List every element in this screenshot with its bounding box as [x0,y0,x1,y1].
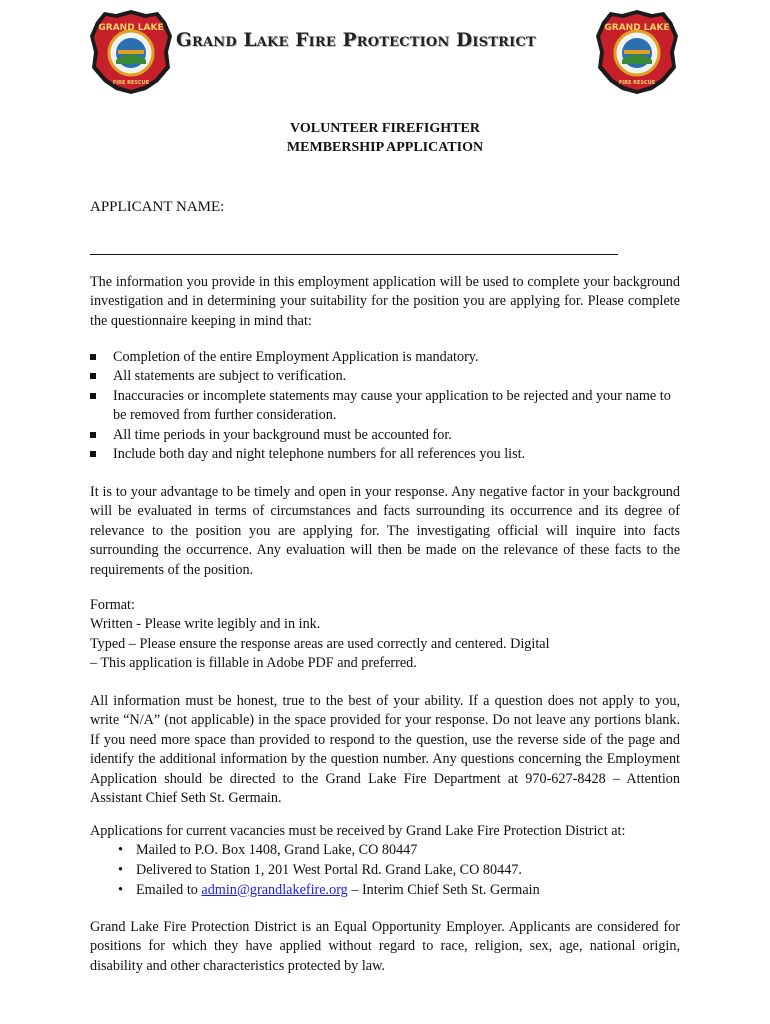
svg-text:FIRE RESCUE: FIRE RESCUE [112,80,150,86]
list-item: • Delivered to Station 1, 201 West Portal Rd. Grand Lake, CO 80447. [116,861,676,881]
form-title-line-2: MEMBERSHIP APPLICATION [286,140,484,155]
svg-text:GRAND LAKE: GRAND LAKE [98,23,164,33]
bullet-icon: • [118,881,123,898]
square-bullet-icon [90,451,96,457]
email-link[interactable]: admin@grandlakefire.org [201,881,348,898]
fire-district-badge-logo-right [594,8,680,96]
format-digital: – This application is fillable in Adobe PDF and preferred. [90,655,417,672]
list-item: All statements are subject to verification. [90,367,680,386]
submission-intro: Applications for current vacancies must be received by Grand Lake Fire Protection District at: [90,823,626,839]
square-bullet-icon [90,373,96,379]
fire-district-badge-logo [88,8,174,96]
applicant-name-label: APPLICANT NAME: [90,199,225,215]
submission-methods-list [116,841,676,901]
applicant-name-field[interactable] [90,254,618,255]
format-section [90,596,680,674]
list-item: All time periods in your background must be accounted for. [90,426,680,445]
square-bullet-icon [90,432,96,438]
list-item: • Mailed to P.O. Box 1408, Grand Lake, CO 80447 [116,841,676,861]
eeo-paragraph: Grand Lake Fire Protection District is an Equal Opportunity Employer. Applicants are considered for positions for which they have applied without regard to race, religion, sex, age, national origin, disability and other characteristics protected by law. [90,919,680,974]
list-item: • Emailed to admin@grandlakefire.org – Interim Chief Seth St. Germain [116,881,676,901]
format-written: Written - Please write legibly and in ink. [90,616,321,633]
organization-title: Grand Lake Fire Protection District [176,30,536,51]
list-item: Inaccuracies or incomplete statements may cause your application to be rejected and your name to be removed from further consideration. [90,387,680,426]
square-bullet-icon [90,354,96,360]
svg-text:FIRE RESCUE: FIRE RESCUE [618,80,656,86]
format-typed: Typed – Please ensure the response areas are used correctly and centered. Digital [90,635,550,652]
list-item: Include both day and night telephone numbers for all references you list. [90,445,680,464]
bullet-icon: • [118,842,123,858]
intro-paragraph: The information you provide in this employment application will be used to complete your background investigation and in determining your suitability for the position you are applying for. Please complete the questionnaire keeping in mind that: [90,274,680,329]
svg-text:GRAND LAKE: GRAND LAKE [604,23,670,33]
format-label: Format: [90,597,135,613]
honesty-paragraph: All information must be honest, true to the best of your ability. If a question does not apply to you, write “N/A” (not applicable) in the space provided for your response. Do not leave any portions blank. If you need more space than provided to respond to the question, use the reverse side of the page and identify the additional information by the question number. Any questions concerning the Employment Application should be directed to the Grand Lake Fire Department at 970-627-8428 – Attention Assistant Chief Seth St. Germain. [90,693,680,807]
requirements-list [90,348,680,464]
bullet-icon: • [118,861,123,878]
form-title-line-1: VOLUNTEER FIREFIGHTER [290,121,480,136]
advantage-paragraph: It is to your advantage to be timely and open in your response. Any negative factor in your background will be evaluated in terms of circumstances and facts surrounding its occurrence and its degree of relevance to the position you are applying for. The investigating official will inquire into facts surrounding the occurrence. Any evaluation will then be made on the relevance of these facts to the requirements of the position. [90,484,680,578]
square-bullet-icon [90,393,96,399]
list-item: Completion of the entire Employment Application is mandatory. [90,348,680,367]
